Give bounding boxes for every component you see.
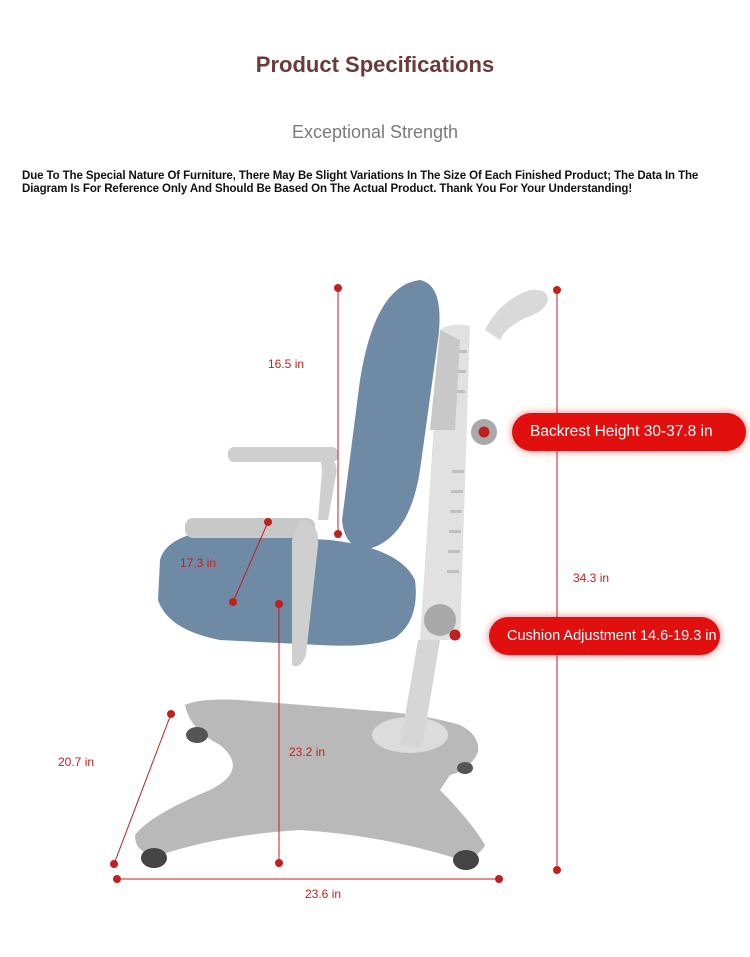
chair-base [135,700,485,870]
page-subtitle: Exceptional Strength [291,122,459,142]
backrest-height-callout: Backrest Height 30-37.8 in [512,413,746,451]
total-height-label: 34.3 in [573,571,610,585]
seat-height-label: 23.2 in [289,745,326,759]
disclaimer-note: Due To The Special Nature Of Furniture, There May Be Slight Variations In The Size Of Each Finished Product; The Data In The Diagram Is For Reference Only And Should Be Based On The Actual Product. Thank You For Your Understanding! [22,170,699,195]
backrest-width-label: 16.5 in [268,357,305,371]
seat-depth-label: 17.3 in [180,556,217,570]
base-width-label: 23.6 in [305,887,342,901]
base-depth-label: 20.7 in [58,755,95,769]
page-title: Product Specifications [255,52,495,77]
cushion-adjustment-callout: Cushion Adjustment 14.6-19.3 in [489,617,720,655]
